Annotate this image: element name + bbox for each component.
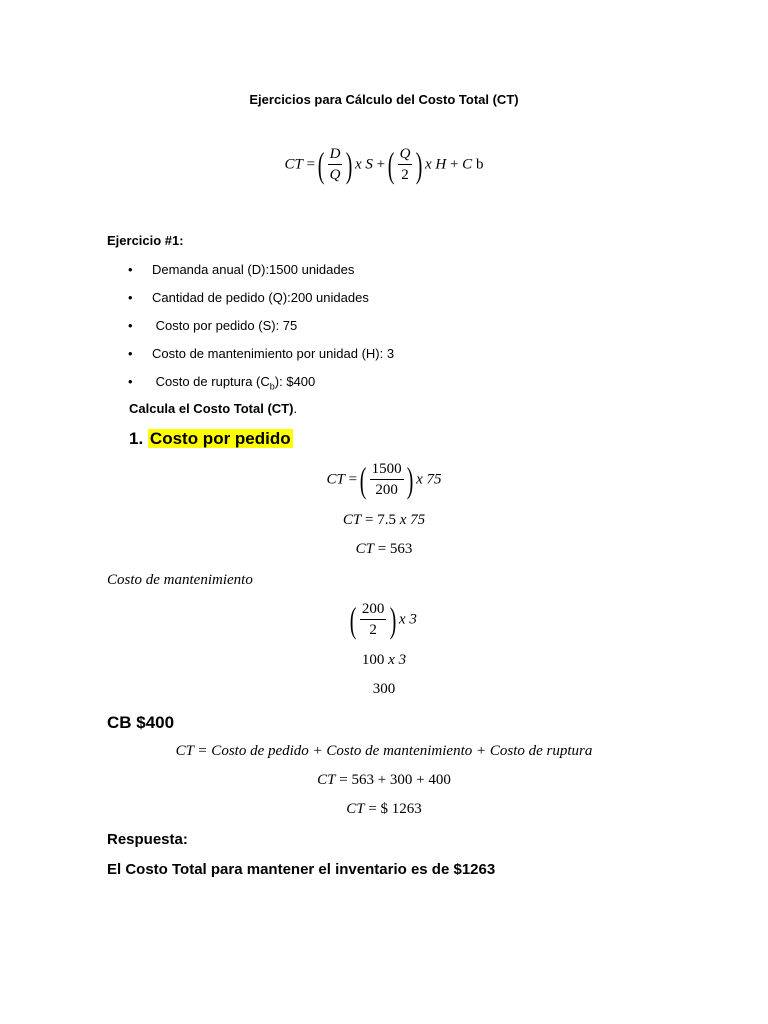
list-item — [128, 290, 369, 305]
bullet-text: ): $400 — [274, 374, 316, 389]
ct-symbol: CT — [326, 471, 345, 488]
sum-expression: = 563 + 300 + 400 — [339, 772, 451, 788]
list-item — [128, 374, 315, 392]
formula-plus: + — [376, 156, 386, 173]
multiplier: x 75 — [399, 512, 426, 528]
exercise-label: Ejercicio #1: — [107, 233, 184, 248]
ct-symbol: CT — [355, 541, 374, 557]
formula-c: C — [462, 156, 473, 173]
fraction — [370, 461, 404, 499]
left-paren: ( — [359, 460, 367, 500]
right-paren: ) — [415, 145, 423, 185]
fraction-q-over-2 — [398, 146, 413, 184]
formula-eq: = — [306, 156, 316, 173]
fraction-numerator: D — [328, 146, 343, 165]
answer-text: El Costo Total para mantener el inventario es de $1263 — [107, 861, 496, 878]
total-result — [0, 801, 768, 818]
fraction-denominator: 2 — [369, 622, 377, 638]
formula-xh: x H — [424, 156, 447, 173]
bullet-text: Costo de mantenimiento por unidad (H): 3 — [152, 346, 395, 361]
formula-b: b — [475, 156, 484, 173]
fraction-numerator: 200 — [360, 601, 387, 620]
equals-sign: = — [377, 541, 387, 557]
bullet-text: Costo por pedido (S): 75 — [152, 318, 298, 333]
general-formula — [0, 146, 768, 184]
cb-heading: CB $400 — [107, 713, 175, 732]
right-paren: ) — [389, 600, 397, 640]
multiplier: x 3 — [398, 611, 417, 628]
ct-symbol: CT — [342, 512, 362, 528]
left-paren: ( — [349, 600, 357, 640]
calc-mant-line1 — [0, 601, 768, 639]
formula-ct: CT — [284, 156, 303, 173]
total-formula: CT = Costo de pedido + Costo de mantenimiento + Costo de ruptura — [175, 743, 593, 759]
bullet-dot: • — [128, 346, 133, 361]
value: 563 — [389, 541, 413, 557]
fraction-denominator: 200 — [375, 482, 398, 498]
subscript: b — [269, 381, 275, 392]
section-number: 1. — [129, 429, 144, 448]
calc-mant-line2 — [0, 652, 768, 669]
calc-pedido-line2 — [0, 512, 768, 529]
list-item — [128, 346, 394, 361]
multiplier: x 3 — [388, 652, 407, 668]
list-item — [128, 262, 354, 277]
equals-sign: = — [348, 471, 358, 488]
fraction-denominator: 2 — [401, 167, 409, 183]
bullet-dot: • — [128, 318, 133, 333]
list-item — [128, 318, 297, 333]
left-paren: ( — [317, 145, 325, 185]
value: 7.5 — [377, 512, 396, 528]
section-heading — [129, 429, 293, 449]
multiplier: x 75 — [416, 471, 442, 488]
formula-xs: x S — [354, 156, 373, 173]
left-paren: ( — [387, 145, 395, 185]
instruction-text: Calcula el Costo Total (CT) — [129, 401, 294, 416]
ct-symbol: CT — [346, 801, 365, 817]
bullet-dot: • — [128, 290, 133, 305]
answer-label: Respuesta: — [107, 831, 188, 848]
mantenimiento-label: Costo de mantenimiento — [107, 572, 253, 588]
bullet-dot: • — [128, 262, 133, 277]
instruction — [129, 401, 297, 416]
formula-plus: + — [449, 156, 459, 173]
equals-sign: = — [364, 512, 374, 528]
total-sum — [0, 772, 768, 789]
fraction — [360, 601, 387, 639]
calc-mant-line3: 300 — [372, 681, 396, 697]
document-title: Ejercicios para Cálculo del Costo Total (CT) — [249, 92, 519, 107]
fraction-numerator: 1500 — [370, 461, 404, 480]
ct-symbol: CT — [317, 772, 336, 788]
right-paren: ) — [345, 145, 353, 185]
total-value: = $ 1263 — [368, 801, 422, 817]
bullet-text: Costo de ruptura (C — [152, 374, 270, 389]
fraction-d-over-q — [328, 146, 343, 184]
right-paren: ) — [407, 460, 414, 500]
bullet-dot: • — [128, 374, 133, 389]
calc-pedido-line3 — [0, 541, 768, 558]
fraction-denominator: Q — [329, 167, 341, 183]
calc-pedido-line1 — [0, 461, 768, 499]
bullet-text: Demanda anual (D):1500 unidades — [152, 262, 355, 277]
value: 100 — [361, 652, 385, 668]
instruction-period: . — [293, 401, 298, 416]
bullet-text: Cantidad de pedido (Q):200 unidades — [152, 290, 369, 305]
fraction-numerator: Q — [398, 146, 413, 165]
section-title: Costo por pedido — [149, 429, 291, 448]
